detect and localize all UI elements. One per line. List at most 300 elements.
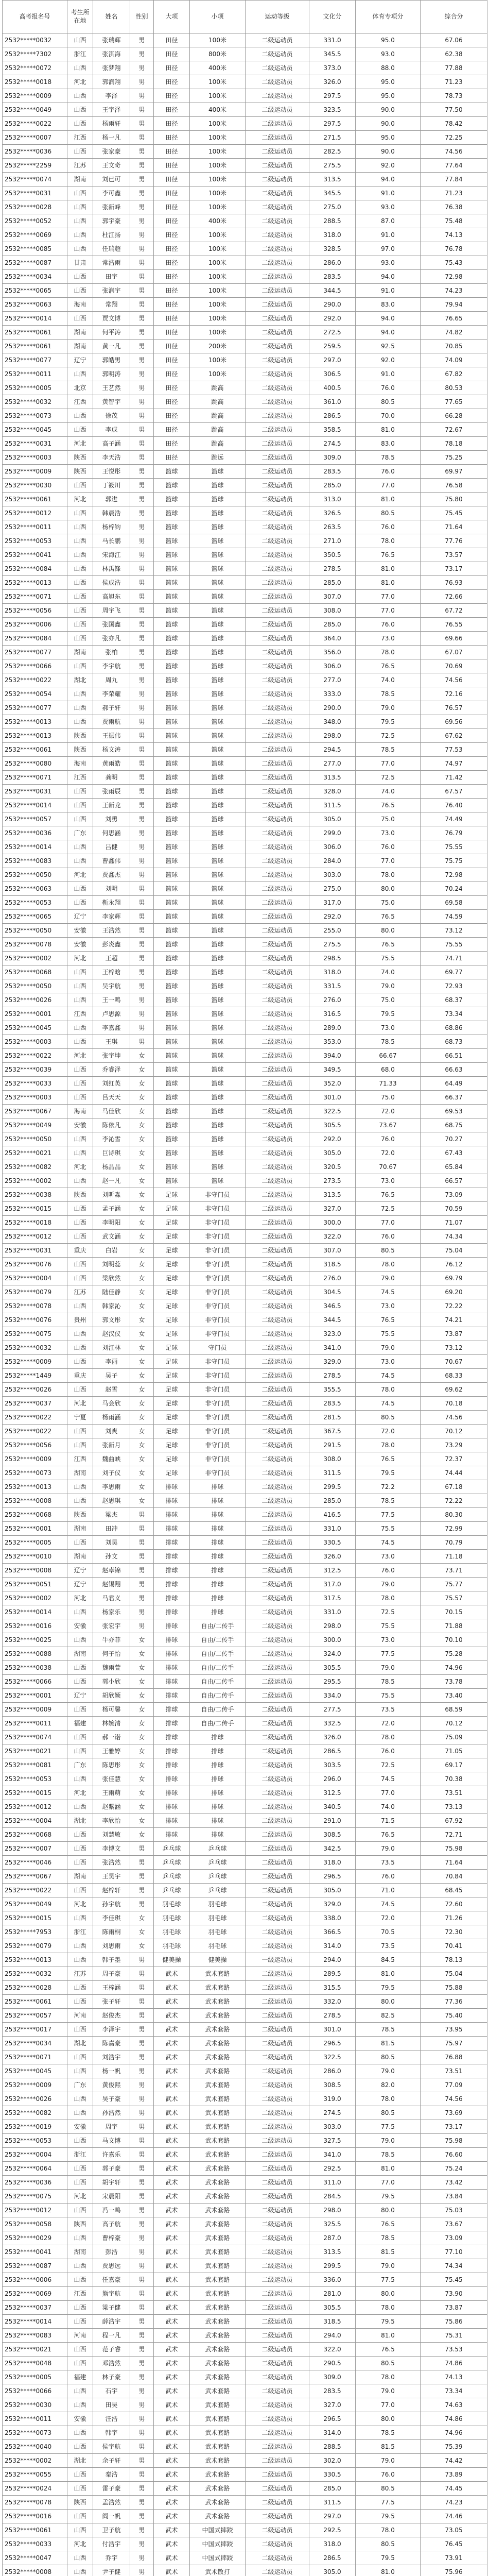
table-cell: 76.78 [421, 242, 487, 256]
table-cell: 79.5 [356, 715, 421, 729]
table-cell: 二级运动员 [246, 2190, 309, 2204]
table-cell: 武术 [154, 2176, 190, 2190]
table-cell: 74.96 [421, 1661, 487, 1675]
table-row [3, 1007, 487, 1021]
table-cell: 二级运动员 [246, 89, 309, 103]
table-cell: 河北 [67, 1897, 93, 1911]
table-cell: 排球 [190, 1578, 246, 1591]
table-cell: 2532*****0021 [3, 2343, 67, 2357]
table-cell: 272.5 [309, 326, 356, 340]
table-cell: 篮球 [190, 840, 246, 854]
table-cell: 男 [130, 1619, 154, 1633]
table-cell: 336.0 [309, 2273, 356, 2287]
table-cell: 283.5 [309, 270, 356, 284]
table-row [3, 882, 487, 896]
table-cell: 篮球 [154, 826, 190, 840]
table-cell: 男 [130, 2204, 154, 2217]
table-cell: 80.0 [356, 2204, 421, 2217]
table-cell: 孟浩然 [93, 2496, 130, 2510]
table-cell: 篮球 [190, 1063, 246, 1077]
table-cell: 王雨萌 [93, 1786, 130, 1800]
table-cell: 100米 [190, 298, 246, 312]
table-cell: 70.38 [421, 1772, 487, 1786]
table-cell: 2532*****0040 [3, 2440, 67, 2454]
table-cell: 68.33 [421, 1369, 487, 1383]
table-cell: 郭进 [93, 493, 130, 506]
table-cell: 羽毛球 [154, 1925, 190, 1939]
table-cell: 男 [130, 2134, 154, 2148]
table-cell: 男 [130, 1035, 154, 1049]
table-cell: 山西 [67, 1272, 93, 1285]
table-cell: 74.5 [356, 1772, 421, 1786]
table-cell: 77.36 [421, 1995, 487, 2009]
table-cell: 陕西 [67, 465, 93, 479]
table-cell: 男 [130, 2037, 154, 2050]
table-cell: 李天浩 [93, 451, 130, 465]
table-cell: 81.0 [356, 2565, 421, 2576]
table-cell: 田径 [154, 298, 190, 312]
table-cell: 二级运动员 [246, 771, 309, 785]
table-cell: 2532*****0041 [3, 2245, 67, 2259]
table-cell: 80.5 [356, 1244, 421, 1258]
table-row [3, 1897, 487, 1911]
table-cell: 311.5 [309, 1466, 356, 1480]
table-cell: 72.71 [421, 1828, 487, 1842]
table-cell: 杨一帆 [93, 2064, 130, 2078]
table-cell: 326.0 [309, 1550, 356, 1564]
table-cell: 篮球 [190, 590, 246, 604]
table-cell: 足球 [154, 1188, 190, 1202]
table-cell: 王昊宇 [93, 1870, 130, 1884]
table-cell: 湖南 [67, 1647, 93, 1661]
table-cell: 100米 [190, 117, 246, 131]
table-cell: 山西 [67, 799, 93, 812]
table-cell: 79.0 [356, 2064, 421, 2078]
table-cell: 73.5 [356, 1939, 421, 1953]
table-cell: 2532*****0068 [3, 965, 67, 979]
table-cell: 299.5 [309, 1480, 356, 1494]
table-cell: 海南 [67, 757, 93, 771]
table-cell: 二级运动员 [246, 214, 309, 228]
table-cell: 女 [130, 1341, 154, 1355]
table-cell: 74.09 [421, 353, 487, 367]
table-cell: 72.93 [421, 979, 487, 993]
table-cell: 排球 [154, 1675, 190, 1689]
table-cell: 男 [130, 2106, 154, 2120]
table-cell: 足球 [154, 1216, 190, 1230]
table-row [3, 2315, 487, 2329]
table-cell: 二级运动员 [246, 326, 309, 340]
table-cell: 排球 [154, 1494, 190, 1508]
table-row [3, 340, 487, 353]
table-cell: 排球 [154, 1550, 190, 1564]
table-cell: 篮球 [190, 1049, 246, 1063]
table-cell: 男 [130, 2468, 154, 2482]
table-cell: 马君义 [93, 1591, 130, 1605]
table-row [3, 47, 487, 61]
table-cell: 薛浩宇 [93, 2315, 130, 2329]
table-cell: 二级运动员 [246, 2523, 309, 2537]
table-cell: 篮球 [154, 771, 190, 785]
table-cell: 山西 [67, 1021, 93, 1035]
table-cell: 周九 [93, 673, 130, 687]
column-header-label: 大项 [165, 12, 178, 20]
table-cell: 篮球 [154, 924, 190, 938]
table-cell: 山西 [67, 965, 93, 979]
table-cell: 贾文博 [93, 312, 130, 326]
table-cell: 二级运动员 [246, 61, 309, 75]
table-cell: 王文奇 [93, 159, 130, 173]
table-cell: 山西 [67, 200, 93, 214]
table-cell: 二级运动员 [246, 1118, 309, 1132]
table-cell: 篮球 [190, 785, 246, 799]
table-cell: 男 [130, 757, 154, 771]
table-cell: 二级运动员 [246, 47, 309, 61]
table-cell: 山西 [67, 2315, 93, 2329]
table-cell: 篮球 [190, 520, 246, 534]
table-cell: 李可鑫 [93, 187, 130, 200]
table-cell: 81.0 [356, 423, 421, 437]
table-cell: 男 [130, 145, 154, 159]
table-cell: 2532*****1449 [3, 1369, 67, 1383]
table-cell: 二级运动员 [246, 1897, 309, 1911]
table-cell: 2532*****0032 [3, 1341, 67, 1355]
table-cell: 张瑞辉 [93, 33, 130, 47]
table-cell: 武文涵 [93, 1230, 130, 1244]
table-cell: 80.0 [356, 924, 421, 938]
table-cell: 74.45 [421, 2482, 487, 2496]
table-cell: 山西 [67, 1703, 93, 1717]
table-cell: 72.67 [421, 423, 487, 437]
table-cell: 女 [130, 1828, 154, 1842]
table-cell: 72.22 [421, 1299, 487, 1313]
table-cell: 二级运动员 [246, 437, 309, 451]
table-cell: 312.5 [309, 1564, 356, 1578]
table-cell: 江苏 [67, 159, 93, 173]
table-cell: 山西 [67, 1995, 93, 2009]
table-row [3, 1981, 487, 1995]
table-cell: 篮球 [190, 1091, 246, 1105]
table-cell: 山西 [67, 896, 93, 910]
table-row [3, 840, 487, 854]
table-cell: 75.45 [421, 506, 487, 520]
table-cell: 291.0 [309, 1814, 356, 1828]
table-cell: 排球 [154, 1647, 190, 1661]
table-cell: 81.5 [356, 2037, 421, 2050]
table-cell: 73.84 [421, 2190, 487, 2204]
table-row [3, 1466, 487, 1480]
table-cell: 吕天天 [93, 1091, 130, 1105]
table-cell: 66.67 [356, 1049, 421, 1063]
table-cell: 中国式摔跤 [190, 2523, 246, 2537]
table-cell: 2532*****0025 [3, 1633, 67, 1647]
header-row [3, 1, 487, 33]
table-cell: 97.0 [356, 242, 421, 256]
table-cell: 何平涛 [93, 326, 130, 340]
table-cell: 2532*****0068 [3, 1828, 67, 1842]
column-header [3, 1, 67, 33]
table-cell: 73.57 [421, 548, 487, 562]
table-cell: 男 [130, 979, 154, 993]
table-cell: 女 [130, 1216, 154, 1230]
table-row [3, 2023, 487, 2037]
table-cell: 2532*****0061 [3, 326, 67, 340]
table-cell: 篮球 [190, 604, 246, 618]
table-cell: 篮球 [154, 993, 190, 1007]
table-cell: 319.0 [309, 2092, 356, 2106]
table-cell: 武术套路 [190, 2468, 246, 2482]
table-cell: 男 [130, 1564, 154, 1578]
table-cell: 篮球 [190, 868, 246, 882]
table-cell: 75.40 [421, 2009, 487, 2023]
table-cell: 田昊 [93, 2398, 130, 2412]
table-cell: 299.0 [309, 826, 356, 840]
table-cell: 76.5 [356, 2217, 421, 2231]
table-cell: 二级运动员 [246, 2357, 309, 2370]
table-cell: 篮球 [190, 993, 246, 1007]
table-cell: 73.09 [421, 1188, 487, 1202]
table-cell: 二级运动员 [246, 1452, 309, 1466]
table-cell: 325.5 [309, 2217, 356, 2231]
table-cell: 75.0 [356, 1091, 421, 1105]
table-row [3, 1647, 487, 1661]
table-row [3, 256, 487, 270]
table-cell: 373.0 [309, 61, 356, 75]
table-cell: 男 [130, 2440, 154, 2454]
table-row [3, 1411, 487, 1425]
table-cell: 排球 [154, 1703, 190, 1717]
table-cell: 75.88 [421, 1981, 487, 1995]
table-cell: 胡欣颖 [93, 1689, 130, 1703]
table-cell: 77.5 [356, 2273, 421, 2287]
table-cell: 男 [130, 910, 154, 924]
table-cell: 足球 [154, 1383, 190, 1397]
table-cell: 王梓晗 [93, 965, 130, 979]
table-cell: 75.39 [421, 2440, 487, 2454]
table-row [3, 979, 487, 993]
table-cell: 刘已可 [93, 173, 130, 187]
table-cell: 二级运动员 [246, 1105, 309, 1118]
table-cell: 男 [130, 854, 154, 868]
table-cell: 山西 [67, 715, 93, 729]
table-cell: 2532*****0009 [3, 89, 67, 103]
table-cell: 彭炎鑫 [93, 938, 130, 952]
table-cell: 75.98 [421, 2134, 487, 2148]
table-cell: 李泽宇 [93, 2023, 130, 2037]
table-cell: 武术套路 [190, 2398, 246, 2412]
table-cell: 2532*****0083 [3, 854, 67, 868]
table-cell: 二级运动员 [246, 395, 309, 409]
table-cell: 江西 [67, 2287, 93, 2301]
table-cell: 男 [130, 673, 154, 687]
table-cell: 陕西 [67, 1188, 93, 1202]
table-cell: 篮球 [154, 1174, 190, 1188]
table-cell: 山西 [67, 1605, 93, 1619]
table-cell: 二级运动员 [246, 1230, 309, 1244]
table-cell: 山西 [67, 2259, 93, 2273]
table-cell: 足球 [154, 1258, 190, 1272]
table-cell: 江苏 [67, 1285, 93, 1299]
table-cell: 篮球 [154, 646, 190, 659]
table-cell: 山西 [67, 687, 93, 701]
table-cell: 2532*****0005 [3, 1536, 67, 1550]
table-cell: 江西 [67, 771, 93, 785]
table-cell: 74.0 [356, 785, 421, 799]
table-cell: 孙浩然 [93, 2106, 130, 2120]
table-cell: 陈雨桐 [93, 1925, 130, 1939]
table-cell: 余子轩 [93, 2454, 130, 2468]
table-cell: 二级运动员 [246, 1828, 309, 1842]
table-cell: 篮球 [154, 840, 190, 854]
table-cell: 78.0 [356, 2523, 421, 2537]
table-row [3, 381, 487, 395]
table-cell: 女 [130, 1118, 154, 1132]
table-cell: 篮球 [190, 799, 246, 812]
table-cell: 山西 [67, 214, 93, 228]
table-cell: 武术 [154, 2468, 190, 2482]
table-cell: 二级运动员 [246, 882, 309, 896]
table-cell: 二级运动员 [246, 1160, 309, 1174]
table-cell: 篮球 [190, 562, 246, 576]
table-cell: 100米 [190, 284, 246, 298]
table-cell: 281.0 [309, 2287, 356, 2301]
table-cell: 广东 [67, 1758, 93, 1772]
table-cell: 2532*****0063 [3, 298, 67, 312]
table-cell: 跳高 [190, 409, 246, 423]
table-cell: 2532*****0028 [3, 200, 67, 214]
table-cell: 武术 [154, 2162, 190, 2176]
table-cell: 篮球 [190, 812, 246, 826]
table-cell: 2532*****0039 [3, 1063, 67, 1077]
table-cell: 自由/二传手 [190, 1661, 246, 1675]
table-cell: 83.0 [356, 298, 421, 312]
table-cell: 70.59 [421, 1202, 487, 1216]
table-row [3, 1258, 487, 1272]
table-cell: 292.0 [309, 1132, 356, 1146]
table-cell: 男 [130, 993, 154, 1007]
table-row [3, 673, 487, 687]
table-cell: 篮球 [154, 1118, 190, 1132]
table-cell: 山西 [67, 1744, 93, 1758]
table-cell: 328.0 [309, 785, 356, 799]
table-cell: 303.0 [309, 868, 356, 882]
table-cell: 郭文彤 [93, 1313, 130, 1327]
table-cell: 高旭东 [93, 590, 130, 604]
table-cell: 278.5 [309, 1369, 356, 1383]
table-cell: 71.42 [421, 771, 487, 785]
table-cell: 乔睿泽 [93, 1063, 130, 1077]
table-cell: 2532*****0073 [3, 2426, 67, 2440]
table-cell: 2532*****0066 [3, 1675, 67, 1689]
table-cell: 辽宁 [67, 910, 93, 924]
table-cell: 2532*****0003 [3, 1091, 67, 1105]
table-cell: 非守门员 [190, 1327, 246, 1341]
table-cell: 山西 [67, 2301, 93, 2315]
table-cell: 男 [130, 506, 154, 520]
table-cell: 篮球 [190, 576, 246, 590]
table-cell: 77.76 [421, 534, 487, 548]
table-cell: 篮球 [190, 1035, 246, 1049]
table-cell: 男 [130, 173, 154, 187]
table-row [3, 214, 487, 228]
table-row [3, 1049, 487, 1063]
table-cell: 男 [130, 952, 154, 965]
table-cell: 67.43 [421, 1146, 487, 1160]
table-cell: 女 [130, 1758, 154, 1772]
table-cell: 非守门员 [190, 1397, 246, 1411]
table-cell: 高子航 [93, 2217, 130, 2231]
table-cell: 非守门员 [190, 1216, 246, 1230]
table-cell: 二级运动员 [246, 423, 309, 437]
table-cell: 武术 [154, 2120, 190, 2134]
table-cell: 2532*****0038 [3, 1661, 67, 1675]
table-cell: 75.24 [421, 2162, 487, 2176]
table-cell: 318.0 [309, 965, 356, 979]
table-cell: 275.5 [309, 938, 356, 952]
table-cell: 二级运动员 [246, 1731, 309, 1744]
table-cell: 冯一鸣 [93, 2204, 130, 2217]
table-cell: 二级运动员 [246, 1884, 309, 1897]
table-cell: 男 [130, 534, 154, 548]
table-cell: 73.42 [421, 2176, 487, 2190]
table-row [3, 632, 487, 646]
table-cell: 江西 [67, 395, 93, 409]
table-cell: 2532*****0066 [3, 2384, 67, 2398]
table-cell: 64.49 [421, 1077, 487, 1091]
table-cell: 男 [130, 1981, 154, 1995]
table-cell: 72.5 [356, 729, 421, 743]
table-cell: 2532*****0077 [3, 353, 67, 367]
table-cell: 男 [130, 2551, 154, 2565]
table-cell: 篮球 [154, 743, 190, 757]
table-cell: 羽毛球 [190, 1925, 246, 1939]
table-cell: 2532*****0078 [3, 938, 67, 952]
table-cell: 女 [130, 1272, 154, 1285]
table-cell: 李泽 [93, 89, 130, 103]
table-cell: 排球 [190, 1591, 246, 1605]
table-cell: 篮球 [190, 924, 246, 938]
table-cell: 77.0 [356, 604, 421, 618]
table-cell: 91.0 [356, 284, 421, 298]
table-cell: 男 [130, 2510, 154, 2523]
table-cell: 二级运动员 [246, 2468, 309, 2482]
table-cell: 女 [130, 1091, 154, 1105]
table-cell: 武术套路 [190, 2050, 246, 2064]
table-cell: 2532*****0084 [3, 632, 67, 646]
table-cell: 72.98 [421, 868, 487, 882]
table-cell: 男 [130, 1884, 154, 1897]
table-cell: 73.87 [421, 1327, 487, 1341]
column-header [130, 1, 154, 33]
table-cell: 78.73 [421, 89, 487, 103]
table-cell: 女 [130, 1466, 154, 1480]
table-cell: 70.12 [421, 1717, 487, 1731]
table-cell: 重庆 [67, 1244, 93, 1258]
table-cell: 尹子健 [93, 2565, 130, 2576]
table-cell: 张佳慧 [93, 1772, 130, 1786]
table-cell: 70.41 [421, 1939, 487, 1953]
table-cell: 足球 [154, 1272, 190, 1285]
table-cell: 武术 [154, 2426, 190, 2440]
table-cell: 二级运动员 [246, 2482, 309, 2496]
table-row [3, 1425, 487, 1438]
table-cell: 男 [130, 548, 154, 562]
table-cell: 湖南 [67, 326, 93, 340]
table-cell: 94.0 [356, 326, 421, 340]
table-row [3, 1480, 487, 1494]
table-cell: 二级运动员 [246, 534, 309, 548]
table-cell: 68.86 [421, 1021, 487, 1035]
